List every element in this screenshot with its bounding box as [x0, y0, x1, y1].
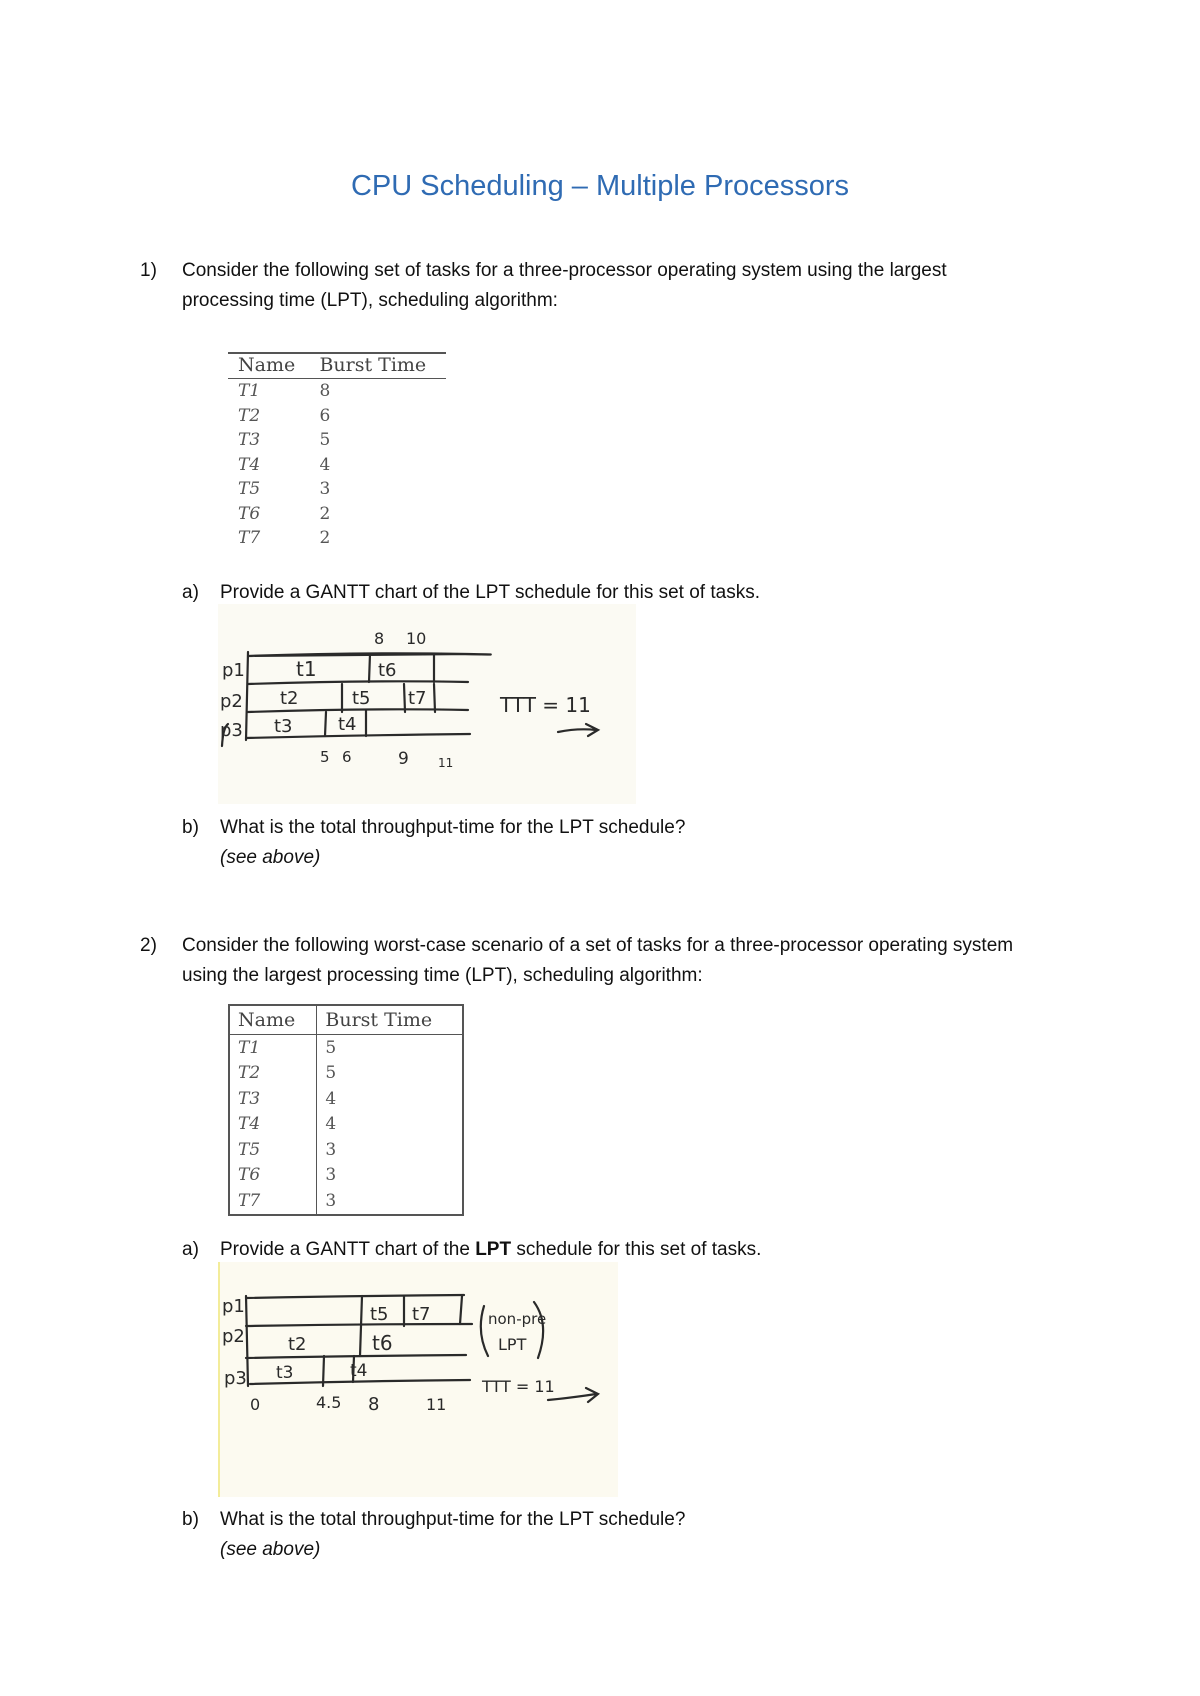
question-1-number: 1) [140, 260, 157, 281]
gantt2-bottom-tick-11: 11 [426, 1395, 447, 1414]
gantt2-processor-p3: p3 [224, 1368, 247, 1389]
table-row [229, 1086, 463, 1112]
gantt-chart-1-sketch [218, 604, 636, 804]
gantt2-processor-p2: p2 [222, 1326, 245, 1347]
task-name: T6 [229, 1163, 317, 1189]
task-table-1 [228, 352, 446, 551]
table-row [229, 1061, 463, 1087]
table-row [228, 379, 446, 404]
burst-time: 4 [325, 1114, 337, 1135]
table-row [228, 404, 446, 429]
table-row [228, 502, 446, 527]
table-header-burst-time: Burst Time [317, 1005, 463, 1035]
question-2a-text-end: schedule for this set of tasks. [511, 1239, 762, 1260]
question-2a-label: a) [182, 1239, 199, 1260]
gantt1-bottom-tick-11: 11 [438, 756, 454, 770]
gantt2-ttt-note: TTT = 11 [482, 1377, 555, 1396]
table-row [229, 1188, 463, 1215]
gantt2-bottom-tick-8: 8 [368, 1394, 380, 1415]
burst-time: 5 [319, 430, 331, 451]
gantt2-processor-p1: p1 [222, 1296, 245, 1317]
question-2a-text [220, 1235, 761, 1265]
task-name: T4 [238, 454, 261, 475]
question-2b-text: What is the total throughput-time for the LPT schedule? [220, 1509, 686, 1530]
gantt1-task-t4: t4 [338, 714, 357, 735]
table-row [228, 453, 446, 478]
gantt2-task-t3: t3 [276, 1363, 294, 1383]
question-1b-block [220, 813, 685, 873]
question-2a-text-bold: LPT [475, 1239, 512, 1260]
task-table-2 [228, 1004, 464, 1216]
gantt2-note-non-pre: non-pre [488, 1310, 547, 1328]
gantt1-bottom-tick-9: 9 [398, 749, 409, 769]
question-2-number: 2) [140, 935, 157, 956]
table-row [229, 1112, 463, 1138]
task-name: T3 [229, 1086, 317, 1112]
table-row [229, 1163, 463, 1189]
gantt1-task-t7: t7 [408, 688, 427, 709]
burst-time: 5 [325, 1037, 337, 1058]
gantt1-bottom-tick-6: 6 [342, 748, 352, 766]
burst-time: 3 [319, 479, 331, 500]
burst-time: 3 [325, 1190, 337, 1211]
gantt1-processor-p3: p3 [220, 720, 243, 741]
gantt1-task-t6: t6 [378, 660, 397, 681]
task-name: T1 [229, 1035, 317, 1061]
table-row [228, 477, 446, 502]
question-1b-label: b) [182, 817, 199, 838]
burst-time: 3 [325, 1165, 337, 1186]
burst-time: 2 [319, 528, 331, 549]
burst-time: 5 [325, 1063, 337, 1084]
question-2-text: Consider the following worst-case scenario of a set of tasks for a three-processor operating system using the largest processing time (LPT), scheduling algorithm: [182, 935, 1014, 986]
burst-time: 6 [319, 405, 331, 426]
question-2b-label: b) [182, 1509, 199, 1530]
gantt2-task-t6: t6 [372, 1331, 393, 1355]
gantt1-task-t3: t3 [274, 716, 293, 737]
question-1b-text: What is the total throughput-time for the LPT schedule? [220, 817, 686, 838]
question-1b-answer: (see above) [220, 847, 321, 868]
task-name: T2 [238, 405, 261, 426]
task-name: T7 [229, 1188, 317, 1215]
gantt2-task-t2: t2 [288, 1334, 307, 1355]
burst-time: 3 [325, 1139, 337, 1160]
table-row [229, 1035, 463, 1061]
burst-time: 2 [319, 503, 331, 524]
gantt1-top-tick-10: 10 [406, 629, 427, 648]
burst-time: 8 [319, 381, 331, 402]
gantt1-ttt-note: TTT = 11 [500, 693, 591, 717]
gantt-chart-2-sketch [218, 1262, 618, 1497]
gantt1-processor-p2: p2 [220, 691, 243, 712]
table-header-name: Name [228, 353, 309, 379]
gantt1-task-t5: t5 [352, 688, 371, 709]
task-name: T7 [238, 528, 261, 549]
question-1a-label: a) [182, 582, 199, 603]
task-name: T6 [238, 503, 261, 524]
question-1a-text: Provide a GANTT chart of the LPT schedule for this set of tasks. [220, 582, 760, 603]
page-title: CPU Scheduling – Multiple Processors [350, 170, 850, 202]
question-2b-answer: (see above) [220, 1539, 321, 1560]
task-name: T4 [229, 1112, 317, 1138]
burst-time: 4 [319, 454, 331, 475]
question-1-text: Consider the following set of tasks for a three-processor operating system using the largest processing time (LPT), scheduling algorithm: [182, 260, 947, 311]
gantt1-processor-p1: p1 [222, 660, 245, 681]
table-row [228, 526, 446, 551]
gantt2-bottom-tick-4-5: 4.5 [316, 1393, 342, 1412]
task-name: T5 [238, 479, 261, 500]
task-name: T2 [229, 1061, 317, 1087]
gantt1-task-t1: t1 [296, 657, 317, 681]
gantt1-bottom-tick-5: 5 [320, 748, 330, 766]
gantt1-task-t2: t2 [280, 688, 299, 709]
gantt2-bottom-tick-0: 0 [250, 1395, 261, 1414]
gantt2-task-t4: t4 [350, 1361, 368, 1381]
question-2a-text-start: Provide a GANTT chart of the [220, 1239, 476, 1260]
question-2b-block [220, 1505, 685, 1565]
table-header-burst-time: Burst Time [309, 353, 446, 379]
task-name: T3 [238, 430, 261, 451]
gantt2-note-lpt: LPT [498, 1335, 527, 1354]
gantt2-task-t7: t7 [412, 1304, 431, 1325]
burst-time: 4 [325, 1088, 337, 1109]
table-row [228, 428, 446, 453]
gantt2-task-t5: t5 [370, 1304, 389, 1325]
table-header-name: Name [229, 1005, 317, 1035]
table-row [229, 1137, 463, 1163]
task-name: T1 [238, 381, 261, 402]
gantt1-top-tick-8: 8 [374, 629, 385, 648]
task-name: T5 [229, 1137, 317, 1163]
